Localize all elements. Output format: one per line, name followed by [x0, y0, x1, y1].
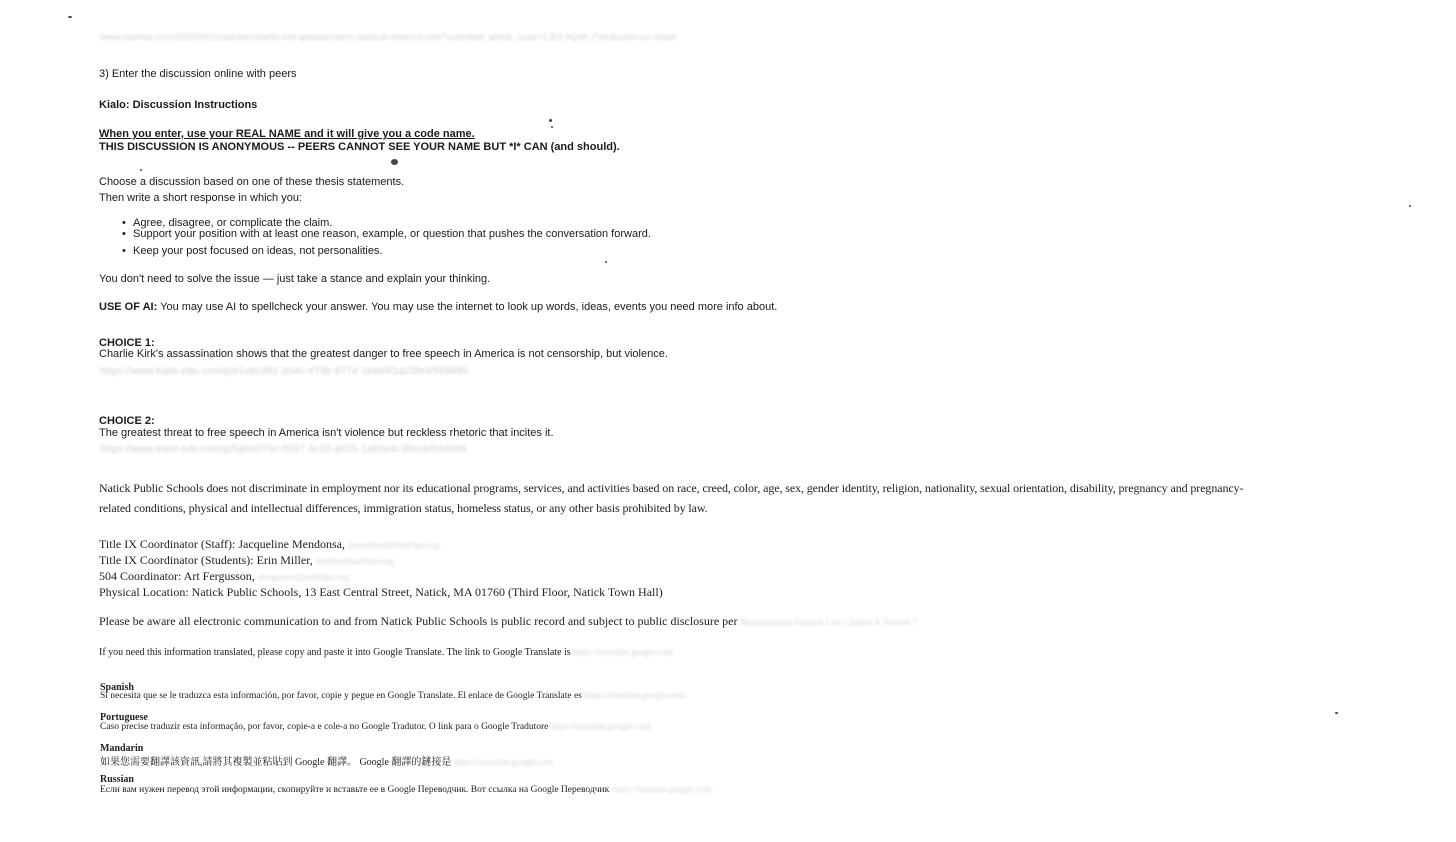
then-write-text: Then write a short response in which you: — [99, 192, 302, 204]
contact-name: Erin Miller, — [253, 553, 313, 567]
scan-speck — [391, 159, 398, 165]
scan-speck — [605, 261, 607, 263]
language-portuguese-label: Portuguese — [100, 712, 148, 723]
choice-1-label: CHOICE 1: — [99, 337, 155, 349]
contact-name: Art Fergusson, — [181, 569, 255, 583]
contact-label: 504 Coordinator: — [99, 569, 182, 583]
no-solve-text: You don't need to solve the issue — just take a stance and explain your thinking. — [99, 273, 491, 285]
language-spanish-label: Spanish — [100, 682, 134, 693]
scan-speck — [551, 126, 553, 128]
choose-text: Choose a discussion based on one of these thesis statements. — [99, 176, 405, 188]
choice-2-statement: The greatest threat to free speech in America isn't violence but reckless rhetoric that incites it. — [99, 427, 554, 439]
contact-label: Title IX Coordinator (Staff): — [99, 537, 236, 551]
translation-text: 如果您需要翻譯該資訊,請將其複製並粘貼到 Google 翻譯。 Google 翻譯的鏈接是 — [100, 757, 452, 768]
contact-504 — [99, 569, 349, 584]
language-portuguese-text — [100, 721, 651, 732]
bullet-item: • Support your position with at least one reason, example, or question that pushes the conversation forward. — [133, 228, 651, 240]
step-3-text: 3) Enter the discussion online with peers — [99, 68, 297, 80]
anonymous-note: THIS DISCUSSION IS ANONYMOUS -- PEERS CANNOT SEE YOUR NAME BUT *I* CAN (and should). — [99, 141, 620, 153]
choice-1-link[interactable]: https://www.kialo-edu.com/p/e1ebc391-354c-473b-9774-1b4b4f1a23fe3/569689 — [100, 366, 468, 377]
scan-speck — [1335, 712, 1338, 714]
contact-name: Natick Public Schools, 13 East Central Street, Natick, MA 01760 (Third Floor, Natick Town Hall) — [188, 585, 663, 599]
enter-note: When you enter, use your REAL NAME and it will give you a code name. — [99, 128, 475, 140]
ai-label: USE OF AI: — [99, 301, 158, 313]
language-mandarin-label: Mandarin — [100, 743, 144, 754]
contact-email[interactable]: jmendonsa@natickps.org — [347, 540, 440, 550]
contact-location — [99, 585, 663, 600]
translate-english-link[interactable]: https://translate.google.com — [573, 647, 674, 657]
translation-link[interactable]: https://translate.google.com — [611, 784, 712, 794]
ai-text: You may use AI to spellcheck your answer. You may use the internet to look up words, ideas, events you need more info about. — [157, 301, 778, 313]
language-russian-text — [100, 784, 712, 795]
language-spanish-text — [100, 690, 684, 701]
public-record-text: Please be aware all electronic communication to and from Natick Public Schools is public record and subject to public disclosure per — [99, 614, 738, 628]
public-record-notice — [99, 614, 917, 629]
contact-email[interactable]: emiller@natickps.org — [315, 556, 394, 566]
bullet-item: • Keep your post focused on ideas, not personalities. — [133, 245, 383, 257]
choice-2-label: CHOICE 2: — [99, 415, 155, 427]
translation-link[interactable]: https://translate.google.com — [584, 690, 685, 700]
contact-label: Physical Location: — [99, 585, 189, 599]
translation-text: Если вам нужен перевод этой информации, скопируйте и вставьте ее в Google Переводчик. Вот ссылка на Google Переводчик — [100, 785, 610, 795]
translation-link[interactable]: https://translate.google.com — [550, 721, 651, 731]
language-russian-label: Russian — [100, 774, 134, 785]
translation-link[interactable]: https://translate.google.com — [453, 757, 554, 767]
contact-label: Title IX Coordinator (Students): — [99, 553, 254, 567]
scan-speck — [1409, 205, 1411, 207]
translate-english — [99, 647, 673, 658]
contact-name: Jacqueline Mendonsa, — [235, 537, 345, 551]
ai-policy — [99, 301, 777, 313]
contact-title-ix-staff — [99, 537, 439, 552]
choice-1-statement: Charlie Kirk's assassination shows that the greatest danger to free speech in America is not censorship, but violence. — [99, 348, 668, 360]
public-record-law-link[interactable]: Massachusetts General Law Chapter 4, Section 7 — [740, 617, 918, 627]
language-mandarin-text — [100, 753, 554, 768]
translation-text: Caso precise traduzir esta informação, por favor, copie-a e cole-a no Google Tradutor. O link para o Google Tradutore — [100, 722, 549, 732]
translation-text: Si necesita que se le traduzca esta información, por favor, copie y pegue en Google Translate. El enlace de Google Translate es — [100, 691, 582, 701]
policy-line-2: related conditions, physical and intellectual differences, immigration status, homeless status, or any other basis prohibited by law. — [99, 501, 708, 515]
bullet-item: • Agree, disagree, or complicate the claim. — [133, 217, 332, 229]
instructions-heading: Kialo: Discussion Instructions — [99, 99, 258, 111]
scan-speck — [549, 119, 552, 122]
scan-speck — [68, 16, 72, 18]
contact-email[interactable]: afergusson@natickps.org — [257, 572, 349, 582]
policy-line-1: Natick Public Schools does not discriminate in employment nor its educational programs, services, and activities based on race, creed, color, age, sex, gender identity, religion, nationality, sexual orientation, disability, pregnancy and pregnancy- — [99, 481, 1244, 495]
choice-2-link[interactable]: https://www.kialo-edu.com/p/5a0e075c-0037-4c22-a015-1a83e4c35ecb/569689 — [100, 444, 467, 455]
header-url: www.nytimes.com/2025/09/11/opinion/charlie-kirk-assassination-political-violence.html?unlocked_article_code=1.lE8.bQ4K.j7mh&smid=url-share — [100, 32, 677, 42]
scan-speck — [140, 169, 142, 171]
contact-title-ix-students — [99, 553, 394, 568]
translate-english-text: If you need this information translated, please copy and paste it into Google Translate. The link to Google Translate is — [99, 647, 571, 658]
